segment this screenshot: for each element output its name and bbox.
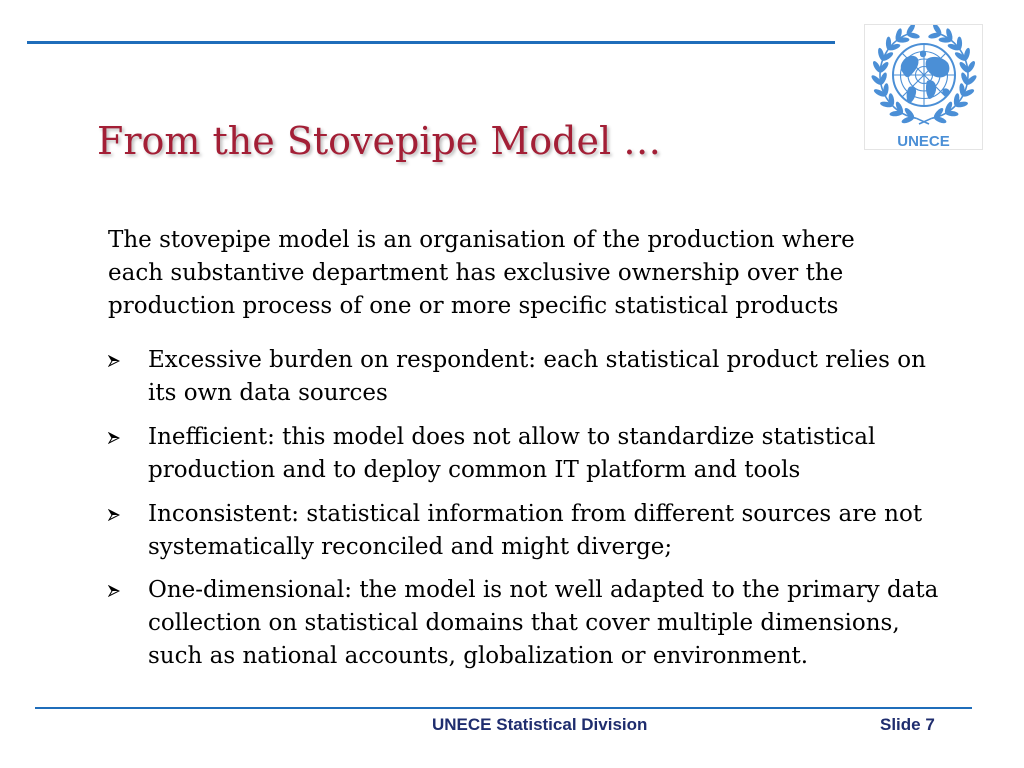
footer-rule — [35, 707, 972, 709]
bullet-text — [148, 344, 926, 410]
bullet-text-line: One-dimensional: the model is not well adapted to the primary data — [148, 577, 939, 603]
bullet-text — [148, 421, 875, 487]
slide-title: From the Stovepipe Model … — [97, 119, 662, 163]
bullet-text — [148, 574, 938, 673]
logo-text: UNECE — [897, 133, 950, 150]
bullet-text-line: such as national accounts, globalization or environment. — [148, 643, 809, 669]
slide-number: Slide 7 — [880, 715, 935, 734]
unece-logo — [864, 24, 983, 150]
bullet-text-line: Inefficient: this model does not allow to standardize statistical — [148, 424, 876, 450]
bullet-arrow-icon — [108, 432, 120, 444]
bullet-text — [148, 498, 922, 564]
footer-organization: UNECE Statistical Division — [432, 715, 648, 734]
bullet-text-line: systematically reconciled and might diverge; — [148, 534, 673, 560]
intro-line: The stovepipe model is an organisation of the production where — [108, 227, 855, 253]
bullet-text-line: its own data sources — [148, 380, 388, 406]
bullet-arrow-icon — [108, 585, 120, 597]
intro-line: each substantive department has exclusive ownership over the — [108, 260, 844, 286]
bullet-text-line: production and to deploy common IT platform and tools — [148, 457, 801, 483]
bullet-text-line: Inconsistent: statistical information from different sources are not — [148, 501, 923, 527]
bullet-text-line: collection on statistical domains that cover multiple dimensions, — [148, 610, 900, 636]
intro-line: production process of one or more specific statistical products — [108, 293, 839, 319]
bullet-arrow-icon — [108, 509, 120, 521]
intro-paragraph — [108, 224, 855, 323]
bullet-text-line: Excessive burden on respondent: each statistical product relies on — [148, 347, 926, 373]
bullet-arrow-icon — [108, 355, 120, 367]
un-emblem-icon — [865, 25, 982, 133]
top-rule — [27, 41, 835, 44]
